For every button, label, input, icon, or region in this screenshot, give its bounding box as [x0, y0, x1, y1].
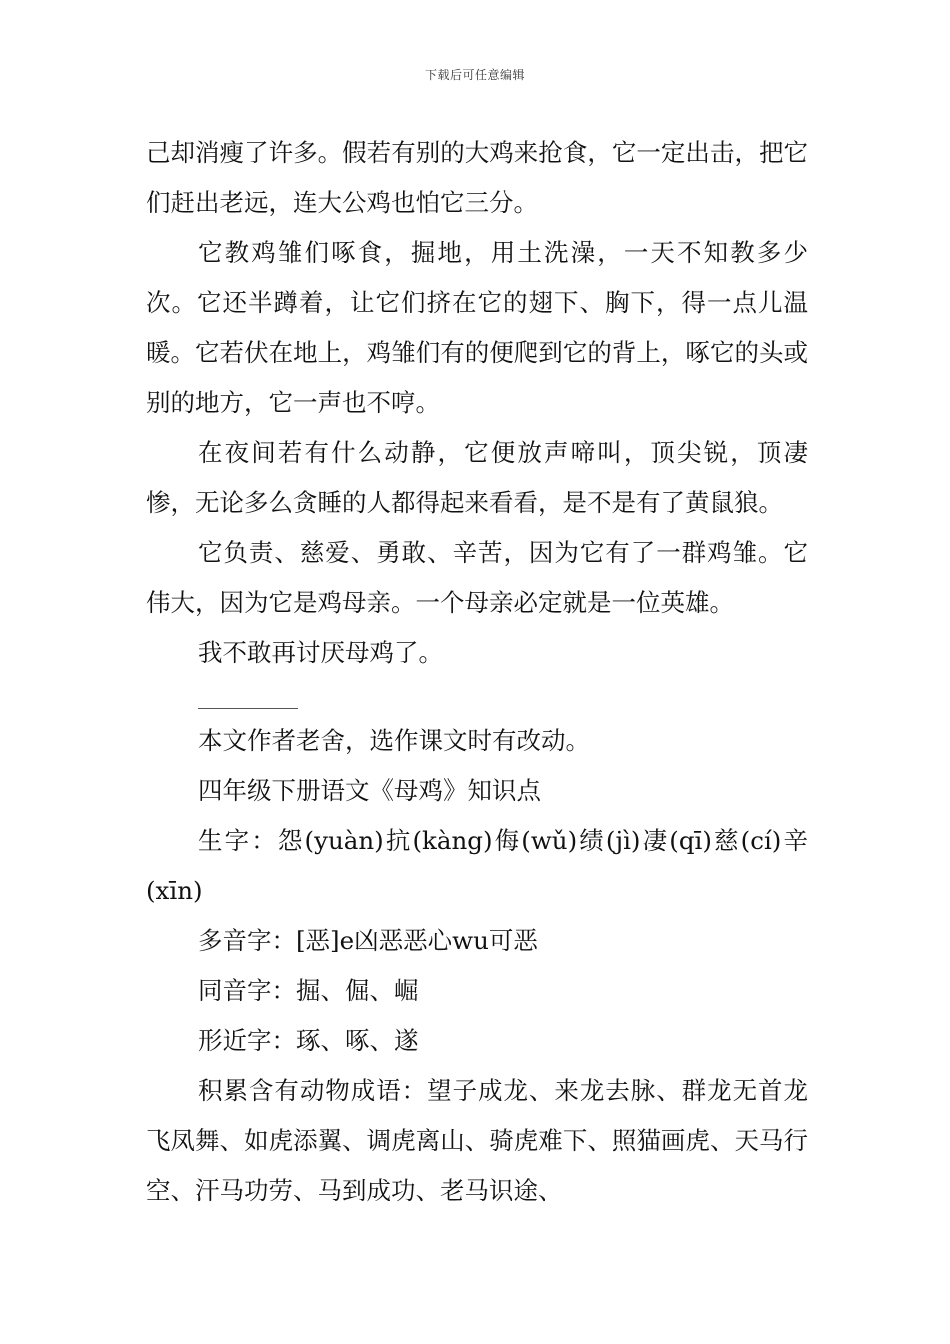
footnote-author: 本文作者老舍，选作课文时有改动。: [198, 726, 590, 755]
paragraph-mother-hero: 它负责、慈爱、勇敢、辛苦，因为它有了一群鸡雏。它伟大，因为它是鸡母亲。一个母亲必定就是一位英雄。: [146, 538, 808, 617]
similar-characters: 形近字：琢、啄、遂: [198, 1026, 419, 1055]
footnote-separator: [146, 678, 808, 716]
polyphonic-characters: 多音字：[恶]e凶恶恶心wu可恶: [198, 926, 538, 955]
paragraph-night-alarm: 在夜间若有什么动静，它便放声啼叫，顶尖锐，顶凄惨，无论多么贪睡的人都得起来看看，是不是有了黄鼠狼。: [146, 438, 808, 517]
paragraph-teaching-chicks: 它教鸡雏们啄食，掘地，用土洗澡，一天不知教多少次。它还半蹲着，让它们挤在它的翅下、胸下，得一点儿温暖。它若伏在地上，鸡雏们有的便爬到它的背上，啄它的头或别的地方，它一声也不哼。: [146, 238, 808, 417]
knowledge-section-title: 四年级下册语文《母鸡》知识点: [198, 776, 541, 805]
new-characters: 生字：怨(yuàn)抗(kàng)侮(wǔ)绩(jì)凄(qī)慈(cí)辛(xīn): [146, 826, 808, 905]
page-header-note: 下载后可任意编辑: [424, 68, 525, 82]
paragraph-conclusion: 我不敢再讨厌母鸡了。: [198, 638, 443, 667]
animal-idioms: 积累含有动物成语：望子成龙、来龙去脉、群龙无首龙飞凤舞、如虎添翼、调虎离山、骑虎难下、照猫画虎、天马行空、汗马功劳、马到成功、老马识途、: [146, 1076, 808, 1205]
homophone-characters: 同音字：掘、倔、崛: [198, 976, 419, 1005]
document-body: [146, 128, 808, 1216]
paragraph-continuation: 己却消瘦了许多。假若有别的大鸡来抢食，它一定出击，把它们赶出老远，连大公鸡也怕它三分。: [146, 138, 808, 217]
